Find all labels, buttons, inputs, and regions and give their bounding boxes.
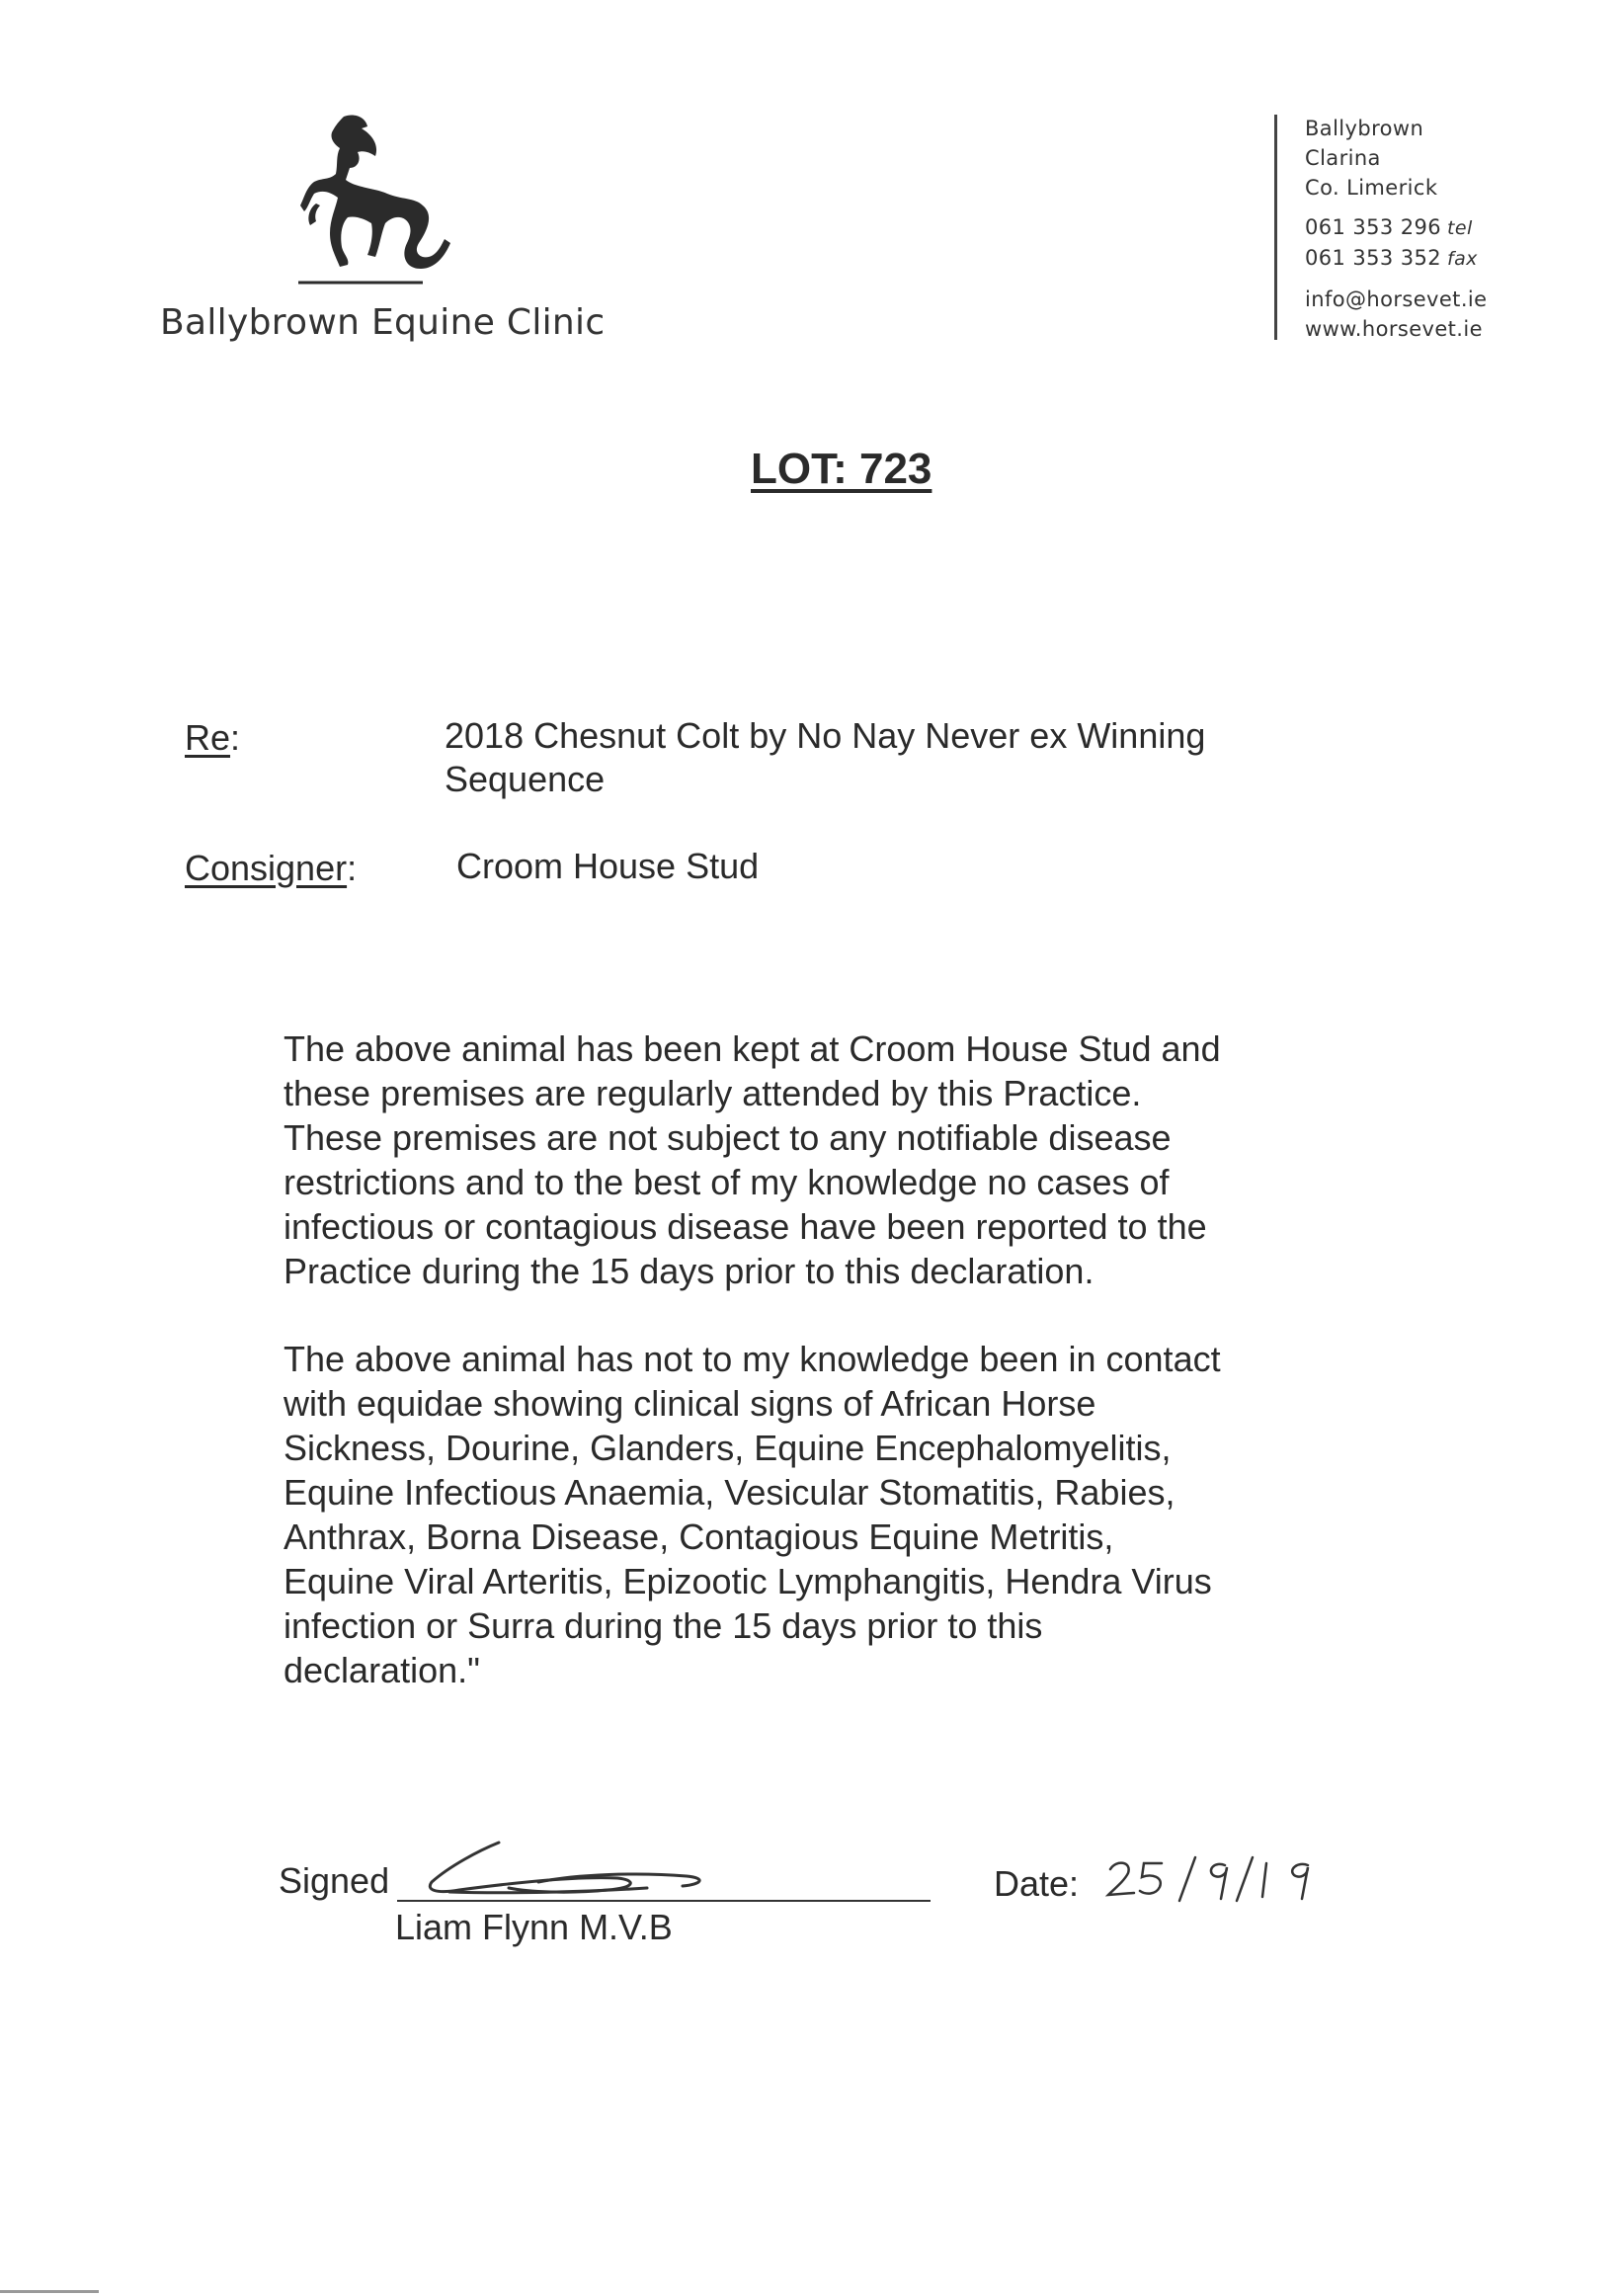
signed-label: Signed [279, 1860, 390, 1901]
phone-line [1305, 212, 1478, 243]
re-value [445, 714, 1334, 801]
re-label: Re: [185, 717, 241, 758]
header-divider [1274, 115, 1277, 340]
declaration-paragraph-2 [284, 1337, 1331, 1692]
paragraph-line: Sickness, Dourine, Glanders, Equine Encephalomyelitis, [284, 1428, 1172, 1468]
paragraph-line: declaration." [284, 1650, 480, 1690]
paragraph-line: infection or Surra during the 15 days prior to this [284, 1605, 1043, 1646]
fax-unit: fax [1447, 248, 1478, 270]
lot-title: LOT: 723 [751, 445, 932, 493]
clinic-name: Ballybrown Equine Clinic [160, 302, 606, 343]
consigner-value: Croom House Stud [456, 846, 760, 886]
paragraph-line: Equine Viral Arteritis, Epizootic Lymphangitis, Hendra Virus [284, 1561, 1212, 1601]
email-address[interactable]: info@horsevet.ie [1305, 287, 1488, 311]
address-line: Co. Limerick [1305, 176, 1438, 200]
paragraph-line: restrictions and to the best of my knowledge no cases of [284, 1162, 1170, 1202]
paragraph-line: The above animal has been kept at Croom House Stud and [284, 1028, 1221, 1069]
horse-logo-icon [296, 109, 464, 287]
paragraph-line: these premises are regularly attended by this Practice. [284, 1073, 1142, 1113]
clinic-address [1305, 114, 1437, 203]
phone-unit: tel [1447, 217, 1473, 239]
date-label: Date: [994, 1863, 1080, 1904]
paragraph-line: with equidae showing clinical signs of African Horse [284, 1383, 1096, 1424]
clinic-phones [1305, 212, 1478, 274]
phone-number: 061 353 296 [1305, 215, 1441, 239]
handwritten-date [1104, 1849, 1341, 1909]
paragraph-line: infectious or contagious disease have been reported to the [284, 1206, 1207, 1247]
signatory-name: Liam Flynn M.V.B [395, 1907, 673, 1947]
re-value-line: 2018 Chesnut Colt by No Nay Never ex Winning [445, 715, 1206, 756]
re-value-line: Sequence [445, 759, 606, 799]
paragraph-line: Equine Infectious Anaemia, Vesicular Stomatitis, Rabies, [284, 1472, 1175, 1513]
consigner-label: Consigner: [185, 848, 358, 888]
website-link[interactable]: www.horsevet.ie [1305, 317, 1483, 341]
handwritten-signature [390, 1833, 766, 1912]
address-line: Ballybrown [1305, 117, 1424, 140]
paragraph-line: Anthrax, Borna Disease, Contagious Equine Metritis, [284, 1517, 1114, 1557]
fax-line [1305, 243, 1478, 274]
address-line: Clarina [1305, 146, 1381, 170]
paragraph-line: These premises are not subject to any notifiable disease [284, 1117, 1172, 1158]
declaration-paragraph-1 [284, 1026, 1331, 1293]
fax-number: 061 353 352 [1305, 246, 1441, 270]
scan-edge-mark [0, 2290, 99, 2293]
paragraph-line: Practice during the 15 days prior to this declaration. [284, 1251, 1094, 1291]
paragraph-line: The above animal has not to my knowledge been in contact [284, 1339, 1221, 1379]
clinic-web [1305, 285, 1487, 344]
